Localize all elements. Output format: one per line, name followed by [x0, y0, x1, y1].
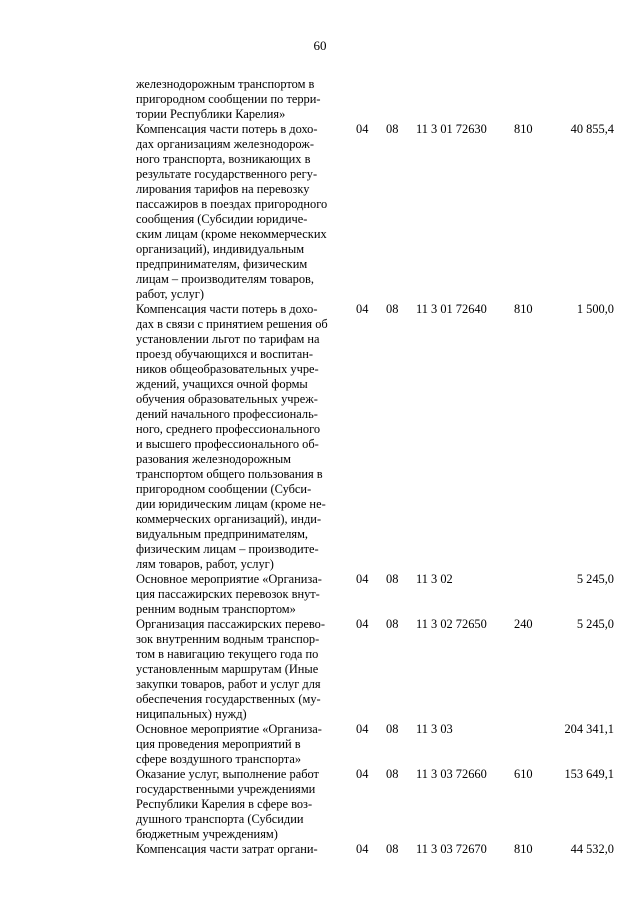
row-section-code — [348, 77, 386, 122]
table-row — [136, 302, 614, 572]
table-body — [136, 77, 614, 857]
row-subsection-code: 08 — [386, 842, 399, 856]
row-name-line: пригородном сообщении по терри- — [136, 92, 321, 106]
row-name-line: государственными учреждениями — [136, 782, 316, 796]
table-row — [136, 122, 614, 302]
row-name-line: ренним водным транспортом» — [136, 602, 296, 616]
row-name-line: ников общеобразовательных учре- — [136, 362, 319, 376]
row-name-line: закупки товаров, работ и услуг для — [136, 677, 321, 691]
row-name-line: ция пассажирских перевозок внут- — [136, 587, 320, 601]
row-subsection-code: 08 — [386, 617, 399, 631]
table-row — [136, 842, 614, 857]
row-name-line: тории Республики Карелия» — [136, 107, 286, 121]
row-amount: 153 649,1 — [564, 767, 614, 781]
row-name — [136, 302, 348, 572]
row-name-line: Оказание услуг, выполнение работ — [136, 767, 319, 781]
row-name-line: сообщения (Субсидии юридиче- — [136, 212, 308, 226]
row-target-article: 11 3 03 72660 — [416, 767, 487, 781]
row-expense-type — [514, 572, 544, 617]
row-section-code: 04 — [356, 722, 369, 736]
row-amount — [544, 77, 614, 122]
row-section-code: 04 — [356, 767, 369, 781]
row-expense-type: 810 — [514, 842, 533, 856]
row-name-line: предпринимателям, физическим — [136, 257, 308, 271]
row-target-article: 11 3 02 — [416, 572, 453, 586]
row-section-code: 04 — [356, 122, 369, 136]
row-section-code: 04 — [356, 572, 369, 586]
row-section-code: 04 — [356, 302, 369, 316]
row-name-line: ждений, учащихся очной формы — [136, 377, 308, 391]
row-name-line: Основное мероприятие «Организа- — [136, 572, 322, 586]
row-name-line: работ, услуг) — [136, 287, 204, 301]
row-subsection-code: 08 — [386, 122, 399, 136]
row-section-code: 04 — [356, 617, 369, 631]
row-expense-type: 810 — [514, 122, 533, 136]
row-name-line: ного транспорта, возникающих в — [136, 152, 311, 166]
table-row — [136, 617, 614, 722]
budget-table — [136, 77, 614, 857]
row-name-line: Основное мероприятие «Организа- — [136, 722, 322, 736]
row-name-line: дии юридическим лицам (кроме не- — [136, 497, 326, 511]
table-row — [136, 77, 614, 122]
row-name-line: установленным маршрутам (Иные — [136, 662, 319, 676]
row-name-line: коммерческих организаций), инди- — [136, 512, 322, 526]
row-name-line: организаций), индивидуальным — [136, 242, 305, 256]
row-name-line: дений начального профессиональ- — [136, 407, 318, 421]
row-subsection-code: 08 — [386, 572, 399, 586]
row-target-article: 11 3 03 — [416, 722, 453, 736]
row-name-line: ниципальных) нужд) — [136, 707, 247, 721]
row-name-line: ция проведения мероприятий в — [136, 737, 301, 751]
row-name-line: физическим лицам – производите- — [136, 542, 319, 556]
row-name-line: ским лицам (кроме некоммерческих — [136, 227, 327, 241]
row-name — [136, 122, 348, 302]
row-subsection-code: 08 — [386, 302, 399, 316]
table-row — [136, 767, 614, 842]
page-number: 60 — [313, 38, 327, 53]
row-expense-type: 240 — [514, 617, 533, 631]
row-name-line: лицам – производителям товаров, — [136, 272, 314, 286]
row-expense-type: 810 — [514, 302, 533, 316]
row-name-line: Компенсация части потерь в дохо- — [136, 302, 318, 316]
row-subsection-code: 08 — [386, 767, 399, 781]
row-name-line: видуальным предпринимателям, — [136, 527, 309, 541]
row-name-line: обеспечения государственных (му- — [136, 692, 321, 706]
row-subsection-code — [386, 77, 416, 122]
row-name-line: обучения образовательных учреж- — [136, 392, 318, 406]
row-amount: 1 500,0 — [576, 302, 614, 316]
row-section-code: 04 — [356, 842, 369, 856]
row-expense-type — [514, 77, 544, 122]
row-amount: 5 245,0 — [576, 617, 614, 631]
row-name-line: дах в связи с принятием решения об — [136, 317, 328, 331]
table-row — [136, 572, 614, 617]
row-name-line: ного, среднего профессионального — [136, 422, 321, 436]
row-amount: 5 245,0 — [576, 572, 614, 586]
row-name-line: лям товаров, работ, услуг) — [136, 557, 274, 571]
row-name-line: лирования тарифов на перевозку — [136, 182, 310, 196]
row-name-line: пригородном сообщении (Субси- — [136, 482, 312, 496]
row-name — [136, 77, 348, 122]
row-amount: 40 855,4 — [570, 122, 614, 136]
table-row — [136, 722, 614, 767]
row-name-line: Организация пассажирских перево- — [136, 617, 325, 631]
row-name — [136, 767, 348, 842]
row-name-line: транспортом общего пользования в — [136, 467, 323, 481]
row-expense-type: 610 — [514, 767, 533, 781]
row-target-article — [416, 77, 514, 122]
row-name-line: железнодорожным транспортом в — [136, 77, 315, 91]
row-name-line: зок внутренним водным транспор- — [136, 632, 320, 646]
row-name-line: результате государственного регу- — [136, 167, 318, 181]
row-name-line: душного транспорта (Субсидии — [136, 812, 304, 826]
row-name-line: сфере воздушного транспорта» — [136, 752, 302, 766]
row-name-line: бюджетным учреждениям) — [136, 827, 278, 841]
row-name-line: Компенсация части затрат органи- — [136, 842, 318, 856]
row-name-line: дах организациям железнодорож- — [136, 137, 314, 151]
row-name-line: и высшего профессионального об- — [136, 437, 319, 451]
row-name-line: пассажиров в поездах пригородного — [136, 197, 328, 211]
row-target-article: 11 3 02 72650 — [416, 617, 487, 631]
row-target-article: 11 3 01 72630 — [416, 122, 487, 136]
row-name-line: том в навигацию текущего года по — [136, 647, 319, 661]
row-target-article: 11 3 01 72640 — [416, 302, 487, 316]
row-name — [136, 617, 348, 722]
row-subsection-code: 08 — [386, 722, 399, 736]
row-name-line: проезд обучающихся и воспитан- — [136, 347, 313, 361]
row-name-line: Республики Карелия в сфере воз- — [136, 797, 313, 811]
row-amount: 44 532,0 — [570, 842, 614, 856]
row-name-line: Компенсация части потерь в дохо- — [136, 122, 318, 136]
row-name — [136, 572, 348, 617]
row-name — [136, 722, 348, 767]
row-expense-type — [514, 722, 544, 767]
row-name-line: разования железнодорожным — [136, 452, 291, 466]
row-target-article: 11 3 03 72670 — [416, 842, 487, 856]
row-name-line: установлении льгот по тарифам на — [136, 332, 320, 346]
row-name — [136, 842, 348, 857]
row-amount: 204 341,1 — [564, 722, 614, 736]
